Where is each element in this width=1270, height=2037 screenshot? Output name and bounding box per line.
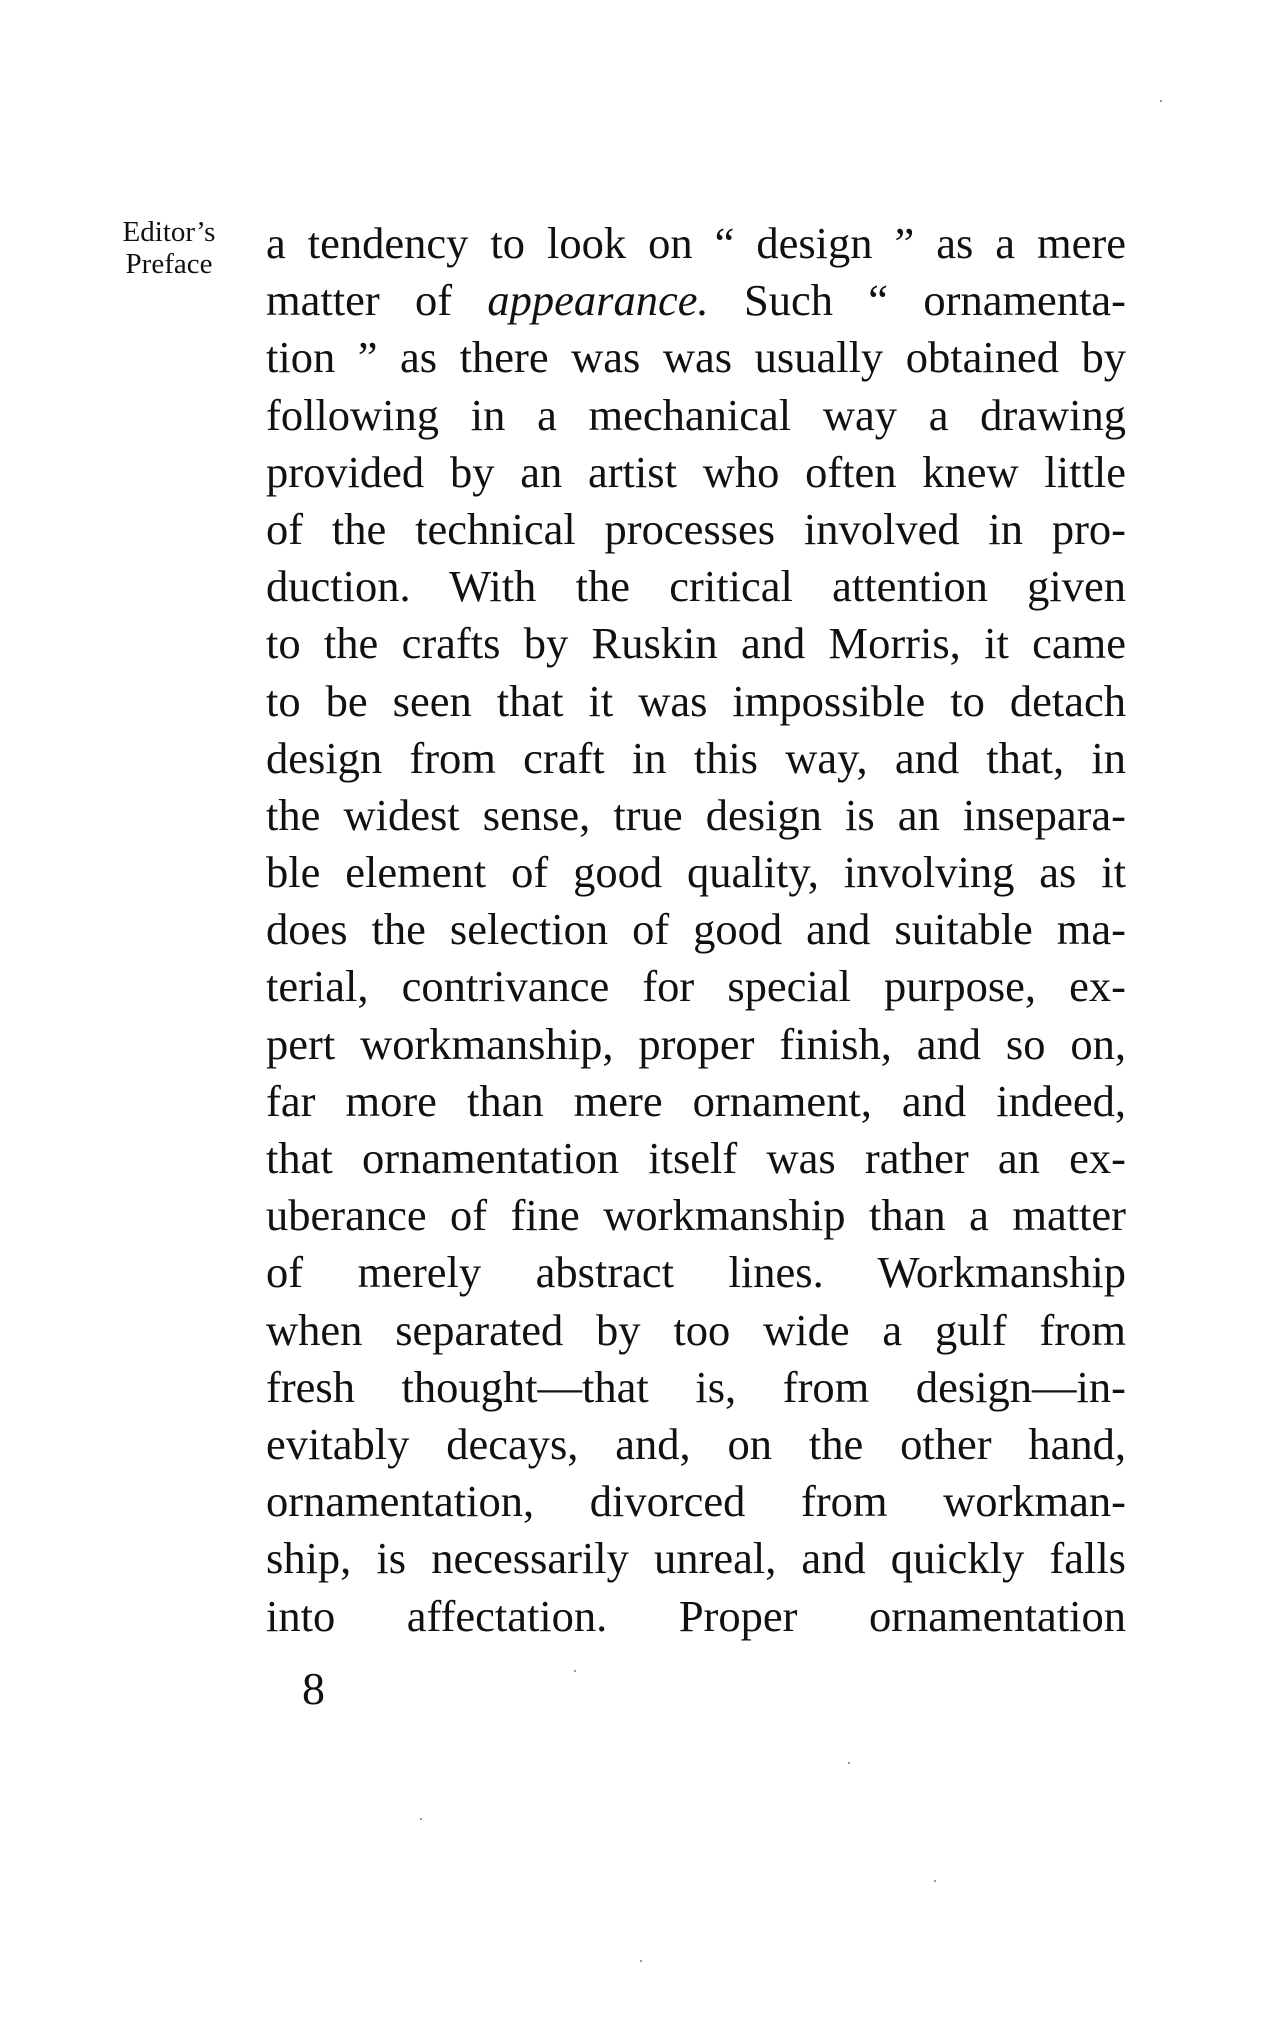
text-line: duction. With the critical attention given [266, 561, 1126, 612]
text-line: following in a mechanical way a drawing [266, 389, 1126, 440]
text-line: terial, contrivance for special purpose, ex- [266, 961, 1126, 1012]
text-line: uberance of fine workmanship than a matter [266, 1190, 1126, 1241]
paper-speck [420, 1818, 422, 1820]
paper-speck [1160, 100, 1162, 102]
text-line: does the selection of good and suitable ma- [266, 904, 1126, 955]
text-line: pert workmanship, proper finish, and so on, [266, 1018, 1126, 1069]
text-line: of merely abstract lines. Workmanship [266, 1247, 1126, 1298]
text-line: far more than mere ornament, and indeed, [266, 1075, 1126, 1126]
text-line: ble element of good quality, involving as it [266, 847, 1126, 898]
text-line: tion ” as there was was usually obtained by [266, 332, 1126, 383]
text-line: of the technical processes involved in pro- [266, 503, 1126, 554]
text-line: evitably decays, and, on the other hand, [266, 1418, 1126, 1469]
italic-word: appearance. [487, 275, 709, 326]
text-line [266, 272, 1126, 329]
paper-speck [640, 1960, 642, 1962]
text-line: provided by an artist who often knew little [266, 446, 1126, 497]
margin-heading-line-1: Editor’s [122, 216, 216, 248]
margin-heading-line-2: Preface [125, 248, 213, 280]
paper-speck [848, 1762, 850, 1764]
text-line: ship, is necessarily unreal, and quickly falls [266, 1533, 1126, 1584]
text-line: into affectation. Proper ornamentation [266, 1590, 1126, 1641]
text-line: that ornamentation itself was rather an ex- [266, 1133, 1126, 1183]
text-line: design from craft in this way, and that, in [266, 732, 1126, 783]
text-line: a tendency to look on “ design ” as a mere [266, 218, 1126, 268]
text-line: to be seen that it was impossible to detach [266, 675, 1126, 726]
page-number: 8 [302, 1663, 325, 1714]
paper-speck [574, 1670, 576, 1672]
text-line: the widest sense, true design is an insepara- [266, 789, 1126, 840]
text-segment: Such “ ornamenta- [708, 275, 1126, 326]
text-line: when separated by too wide a gulf from [266, 1304, 1126, 1355]
text-line: fresh thought—that is, from design—in- [266, 1361, 1126, 1412]
text-segment: matter of [266, 275, 488, 326]
text-line: ornamentation, divorced from workman- [266, 1476, 1126, 1527]
text-line: to the crafts by Ruskin and Morris, it came [266, 618, 1126, 669]
body-text [266, 215, 1126, 1645]
margin-heading [104, 216, 234, 280]
paper-speck [934, 1880, 936, 1882]
